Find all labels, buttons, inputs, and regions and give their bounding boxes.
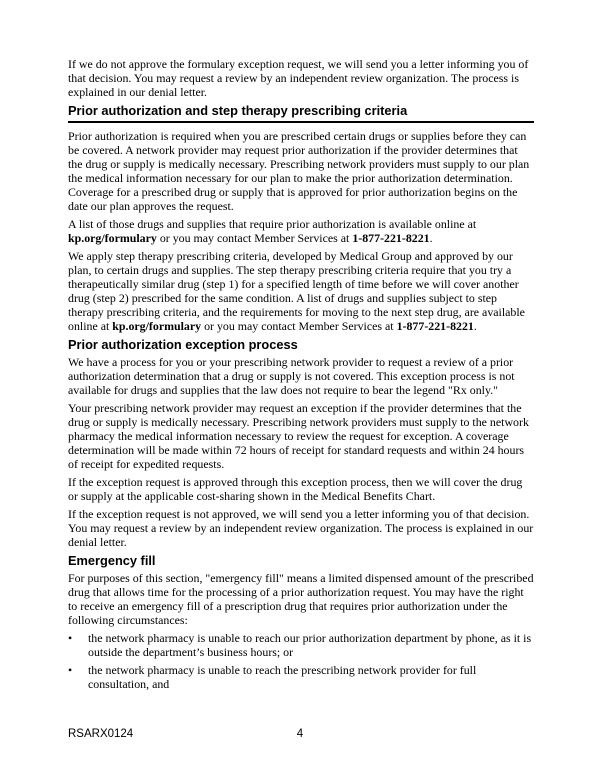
bullet-icon: • [68,663,73,677]
paragraph-exception-not-approved: If the exception request is not approved, we will send you a letter informing you of that decision. You may request a review by an independent review organization. The process is explained in our denial letter. [68,507,534,549]
paragraph-exception-approved: If the exception request is approved through this exception process, then we will cover the drug or supply at the applicable cost-sharing shown in the Medical Benefits Chart. [68,475,523,503]
text-segment: or you may contact Member Services at [201,319,397,333]
section-heading-exception-process: Prior authorization exception process [68,337,298,352]
paragraph-emergency-fill-definition: For purposes of this section, "emergency fill" means a limited dispensed amount of the prescribed drug that allows time for the processing of a prior authorization request. You may have the right to receive an emergency fill of a prescription drug that requires prior authorization under the following circumstances: [68,571,534,627]
text-segment: . [429,231,433,245]
text-segment: A list of those drugs and supplies that require prior authorization is available online at [68,217,477,231]
page-content [68,57,534,695]
page-footer [0,727,600,743]
member-services-phone-text: 1-877-221-8221 [396,319,474,333]
bullet-text: the network pharmacy is unable to reach the prescribing network provider for full consultation, and [88,663,477,691]
page-number: 4 [296,728,304,740]
paragraph-step-therapy [68,249,534,333]
paragraph-formulary-denial: If we do not approve the formulary exception request, we will send you a letter informing you of that decision. You may request a review by an independent review organization. The process is explained in our denial letter. [68,57,529,99]
section-heading-prior-auth-criteria: Prior authorization and step therapy prescribing criteria [68,103,534,123]
paragraph-prior-auth-list [68,217,534,245]
paragraph-exception-provider-request: Your prescribing network provider may request an exception if the provider determines that the drug or supply is medically necessary. Prescribing network providers must supply to the network pharmacy the medical information necessary to review the request for exception. A coverage determination will be made within 72 hours of receipt for standard requests and within 24 hours of receipt for expedited requests. [68,401,529,471]
bullet-text: the network pharmacy is unable to reach our prior authorization department by phone, as it is outside the department’s business hours; or [88,631,532,659]
text-segment: . [473,319,477,333]
document-id: RSARX0124 [68,728,134,740]
bullet-item-provider-consultation [68,663,534,691]
bullet-icon: • [68,631,73,645]
text-segment: or you may contact Member Services at [156,231,353,245]
section-heading-emergency-fill: Emergency fill [68,553,156,568]
member-services-phone-text: 1-877-221-8221 [352,231,430,245]
emergency-fill-bullet-list [68,631,534,691]
text-segment: We apply step therapy prescribing criteria, developed by Medical Group and approved by our plan, to certain drugs and supplies. The step therapy prescribing criteria require that you try a therapeutically similar drug (step 1) for a specified length of time before we will cover another drug (step 2) prescribed for the same condition. A list of drugs and supplies subject to step therapy prescribing criteria, and the requirements for moving to the next step drug, are available online at [68,249,525,333]
paragraph-exception-overview: We have a process for you or your prescribing network provider to request a review of a prior authorization determination that a drug or supply is not covered. This exception process is not available for drugs and supplies that the law does not require to bear the legend "Rx only." [68,355,515,397]
formulary-url-text: kp.org/formulary [112,319,202,333]
paragraph-prior-auth-requirement: Prior authorization is required when you are prescribed certain drugs or supplies before they can be covered. A network provider may request prior authorization if the provider determines that the drug or supply is medically necessary. Prescribing network providers must supply to our plan the medical information necessary for our plan to make the prior authorization determination. Coverage for a prescribed drug or supply that is approved for prior authorization begins on the date our plan approves the request. [68,129,530,213]
bullet-item-pharmacy-phone [68,631,534,659]
formulary-url-text: kp.org/formulary [68,231,157,245]
